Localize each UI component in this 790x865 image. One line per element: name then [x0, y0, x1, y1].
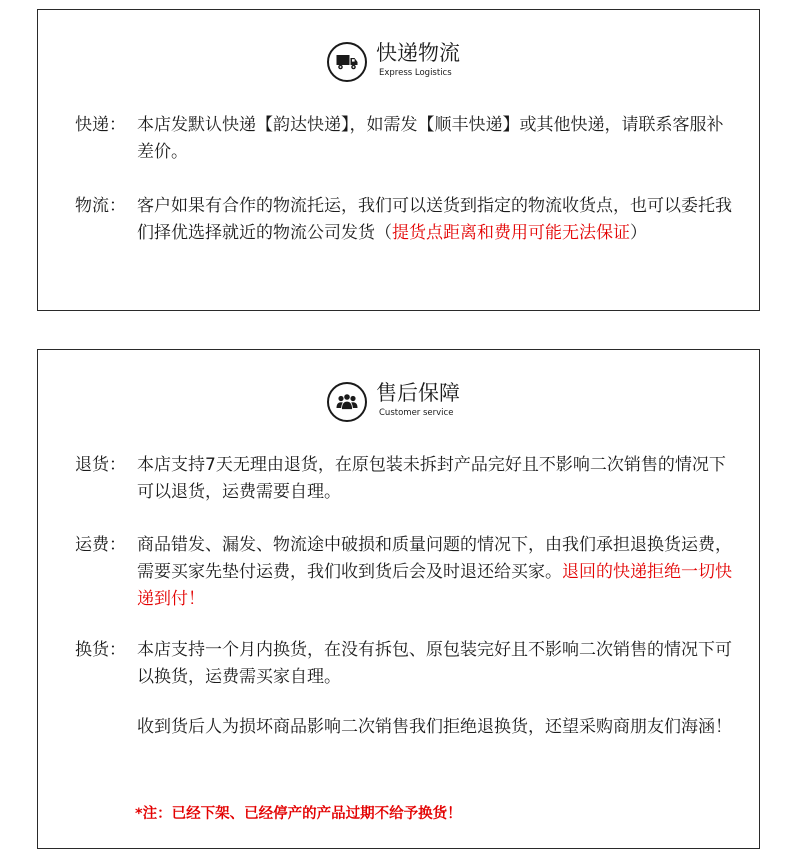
truck-icon: [327, 42, 367, 82]
damage-note: 收到货后人为损坏商品影响二次销售我们拒绝退换货，还望采购商朋友们海涵！: [137, 717, 732, 737]
damage-paragraph: [75, 714, 735, 741]
exchange-paragraph: [75, 637, 735, 691]
logistics-body: [137, 193, 735, 247]
customer-group-icon: [327, 382, 367, 422]
logistics-paragraph: [75, 193, 735, 247]
service-header: [38, 380, 759, 424]
shipping-title: 快递物流: [376, 41, 460, 65]
service-title: 售后保障: [376, 381, 460, 405]
exchange-label: 换货：: [75, 640, 126, 660]
returns-paragraph: [75, 452, 735, 506]
shipping-fee-paragraph: [75, 532, 735, 613]
service-panel: [37, 349, 760, 849]
logistics-warning: 提货点距离和费用可能无法保证: [392, 223, 630, 243]
returns-text: 本店支持7天无理由退货，在原包装未拆封产品完好且不影响二次销售的情况下可以退货，运费需要自理。: [137, 455, 726, 502]
shipping-header: [38, 40, 759, 84]
shipping-fee-body: [137, 532, 735, 613]
logistics-tail: ）: [630, 223, 647, 243]
shipping-fee-label: 运费：: [75, 535, 126, 555]
shipping-fee-warning: 退回的快递拒绝一切快递到付！: [137, 562, 732, 609]
express-paragraph: [75, 112, 735, 166]
returns-label: 退货：: [75, 455, 126, 475]
shipping-panel: [37, 9, 760, 311]
logistics-text: 客户如果有合作的物流托运，我们可以送货到指定的物流收货点，也可以委托我们择优选择就近的物流公司发货（: [137, 196, 732, 243]
shipping-subtitle: Express Logistics: [379, 68, 452, 78]
express-text: 本店发默认快递【韵达快递】，如需发【顺丰快递】或其他快递，请联系客服补差价。: [137, 115, 724, 162]
shipping-fee-text: 商品错发、漏发、物流途中破损和质量问题的情况下，由我们承担退换货运费，需要买家先垫付运费，我们收到货后会及时退还给买家。: [137, 535, 732, 582]
exchange-text: 本店支持一个月内换货，在没有拆包、原包装完好且不影响二次销售的情况下可以换货，运费需买家自理。: [137, 640, 732, 687]
logistics-label: 物流：: [75, 196, 126, 216]
express-label: 快递：: [75, 115, 126, 135]
footnote: *注：已经下架、已经停产的产品过期不给予换货！: [135, 806, 462, 822]
service-subtitle: Customer service: [379, 408, 454, 418]
